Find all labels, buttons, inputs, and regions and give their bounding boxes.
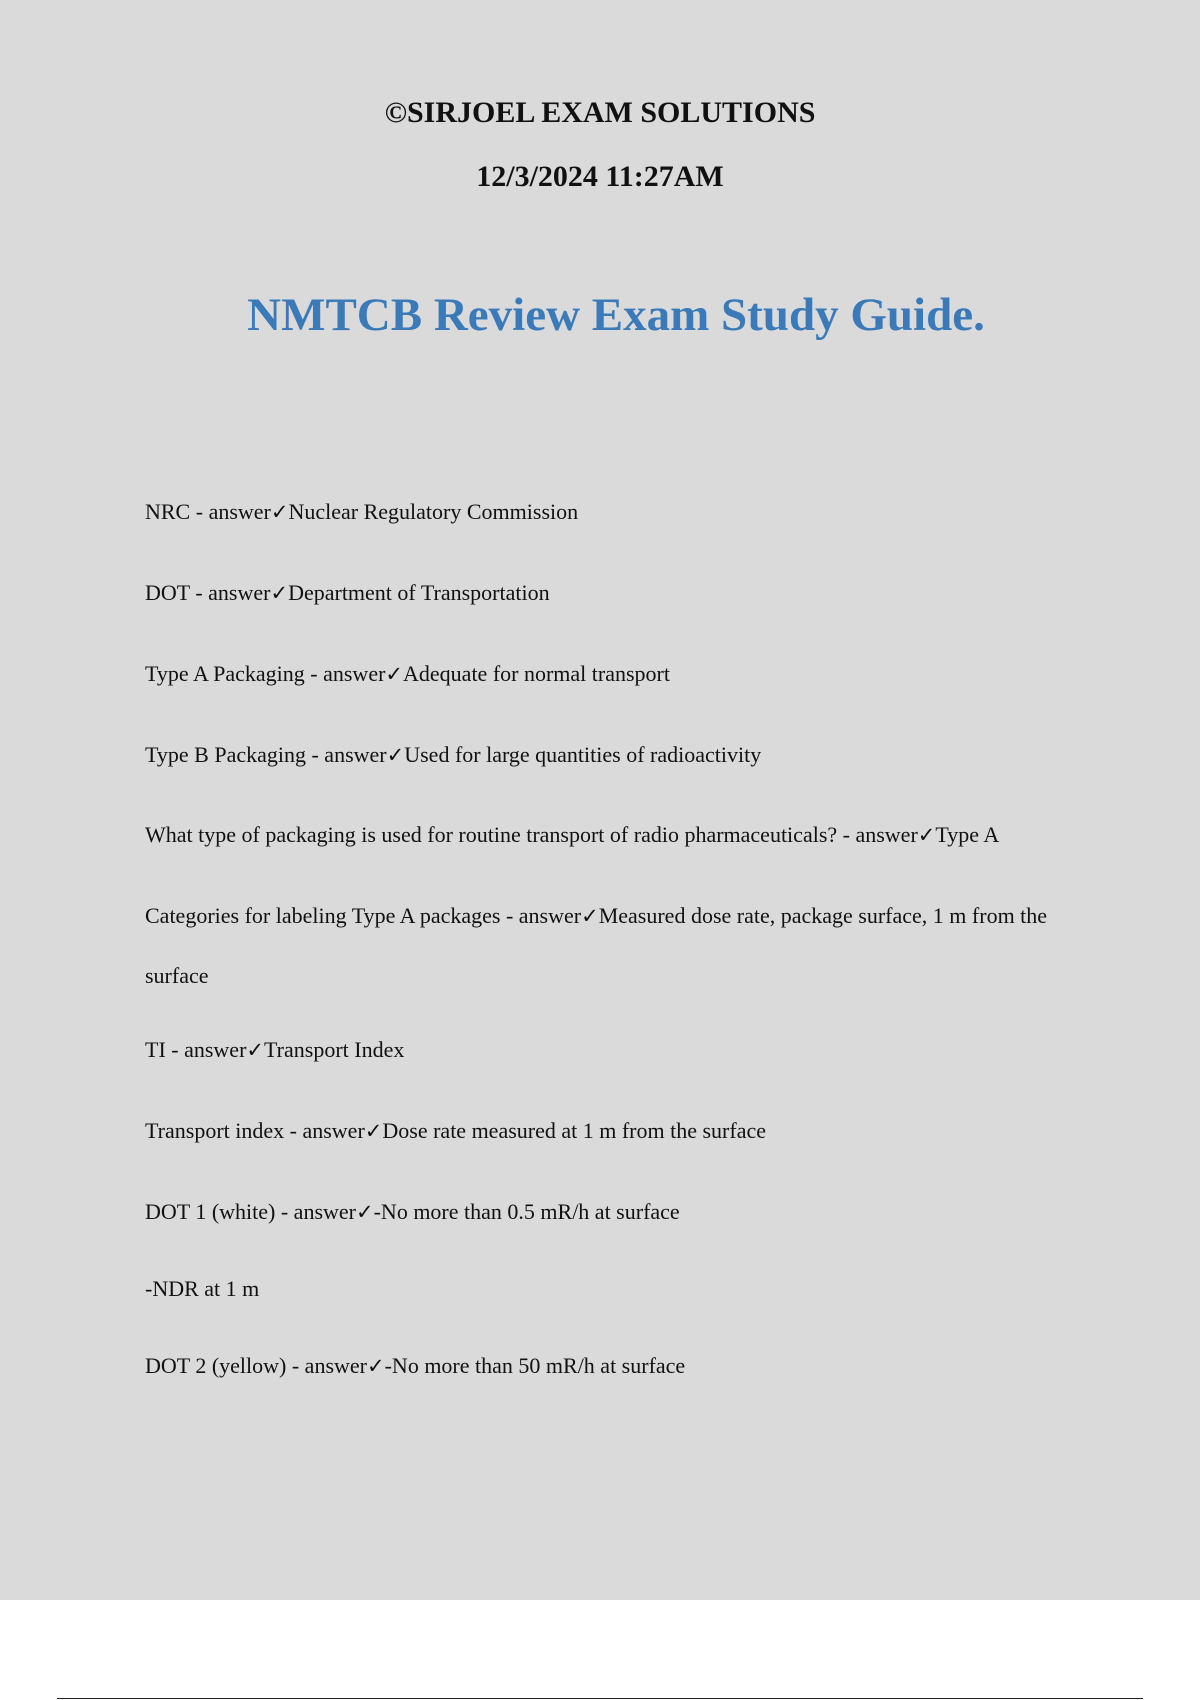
qa-answer: Measured dose rate, package surface, 1 m from the surface [145, 903, 1048, 988]
qa-answer: Transport Index [264, 1037, 405, 1062]
qa-question: TI [145, 1037, 166, 1062]
checkmark-icon: ✓ [385, 662, 404, 686]
checkmark-icon: ✓ [386, 743, 405, 767]
qa-entry [145, 569, 1105, 617]
qa-question: Transport index [145, 1118, 285, 1143]
qa-entry [145, 1188, 1105, 1236]
qa-separator: - answer [286, 1353, 367, 1378]
qa-question: Categories for labeling Type A packages [145, 903, 501, 928]
qa-separator: - answer [190, 499, 271, 524]
qa-entry [145, 1107, 1105, 1155]
checkmark-icon: ✓ [364, 1119, 383, 1143]
qa-answer: Dose rate measured at 1 m from the surface [382, 1118, 767, 1143]
qa-separator: - answer [304, 661, 386, 686]
checkmark-icon: ✓ [270, 500, 289, 524]
qa-separator: - answer [165, 1037, 247, 1062]
checkmark-icon: ✓ [917, 823, 936, 847]
qa-separator: - answer [189, 580, 271, 605]
checkmark-icon: ✓ [246, 1038, 265, 1062]
qa-answer: Used for large quantities of radioactivity [404, 742, 762, 767]
qa-entry [145, 1342, 1105, 1390]
qa-answer: Department of Transportation [288, 580, 550, 605]
qa-question: DOT 2 (yellow) [145, 1353, 287, 1378]
qa-separator: - answer [837, 822, 918, 847]
checkmark-icon: ✓ [356, 1200, 374, 1224]
qa-answer: -No more than 0.5 mR/h at surface [373, 1199, 680, 1224]
qa-entry [145, 650, 1105, 698]
qa-entry [145, 886, 1105, 1006]
qa-continuation [145, 1265, 1105, 1313]
document-title: NMTCB Review Exam Study Guide. [247, 289, 985, 341]
checkmark-icon: ✓ [270, 581, 289, 605]
qa-answer: -No more than 50 mR/h at surface [384, 1353, 686, 1378]
qa-entry [145, 811, 1105, 859]
qa-question: DOT [145, 580, 190, 605]
checkmark-icon: ✓ [581, 904, 599, 928]
qa-separator: - answer [500, 903, 582, 928]
qa-question: Type A Packaging [145, 661, 305, 686]
qa-question: Type B Packaging [145, 742, 306, 767]
qa-question: DOT 1 (white) [145, 1199, 276, 1224]
qa-answer-continuation: -NDR at 1 m [145, 1276, 260, 1301]
qa-entry [145, 488, 1105, 536]
qa-answer: Nuclear Regulatory Commission [288, 499, 579, 524]
copyright-line: ©SIRJOEL EXAM SOLUTIONS [384, 96, 816, 129]
qa-question: NRC [145, 499, 191, 524]
qa-question: What type of packaging is used for routine transport of radio pharmaceuticals? [145, 822, 838, 847]
qa-separator: - answer [275, 1199, 356, 1224]
qa-entry [145, 731, 1105, 779]
qa-entry [145, 1026, 1105, 1074]
document-datetime: 12/3/2024 11:27AM [476, 160, 724, 193]
qa-separator: - answer [305, 742, 387, 767]
checkmark-icon: ✓ [367, 1354, 385, 1378]
qa-answer: Type A [935, 822, 1000, 847]
qa-separator: - answer [284, 1118, 365, 1143]
footer-divider [57, 1698, 1143, 1699]
qa-answer: Adequate for normal transport [403, 661, 670, 686]
